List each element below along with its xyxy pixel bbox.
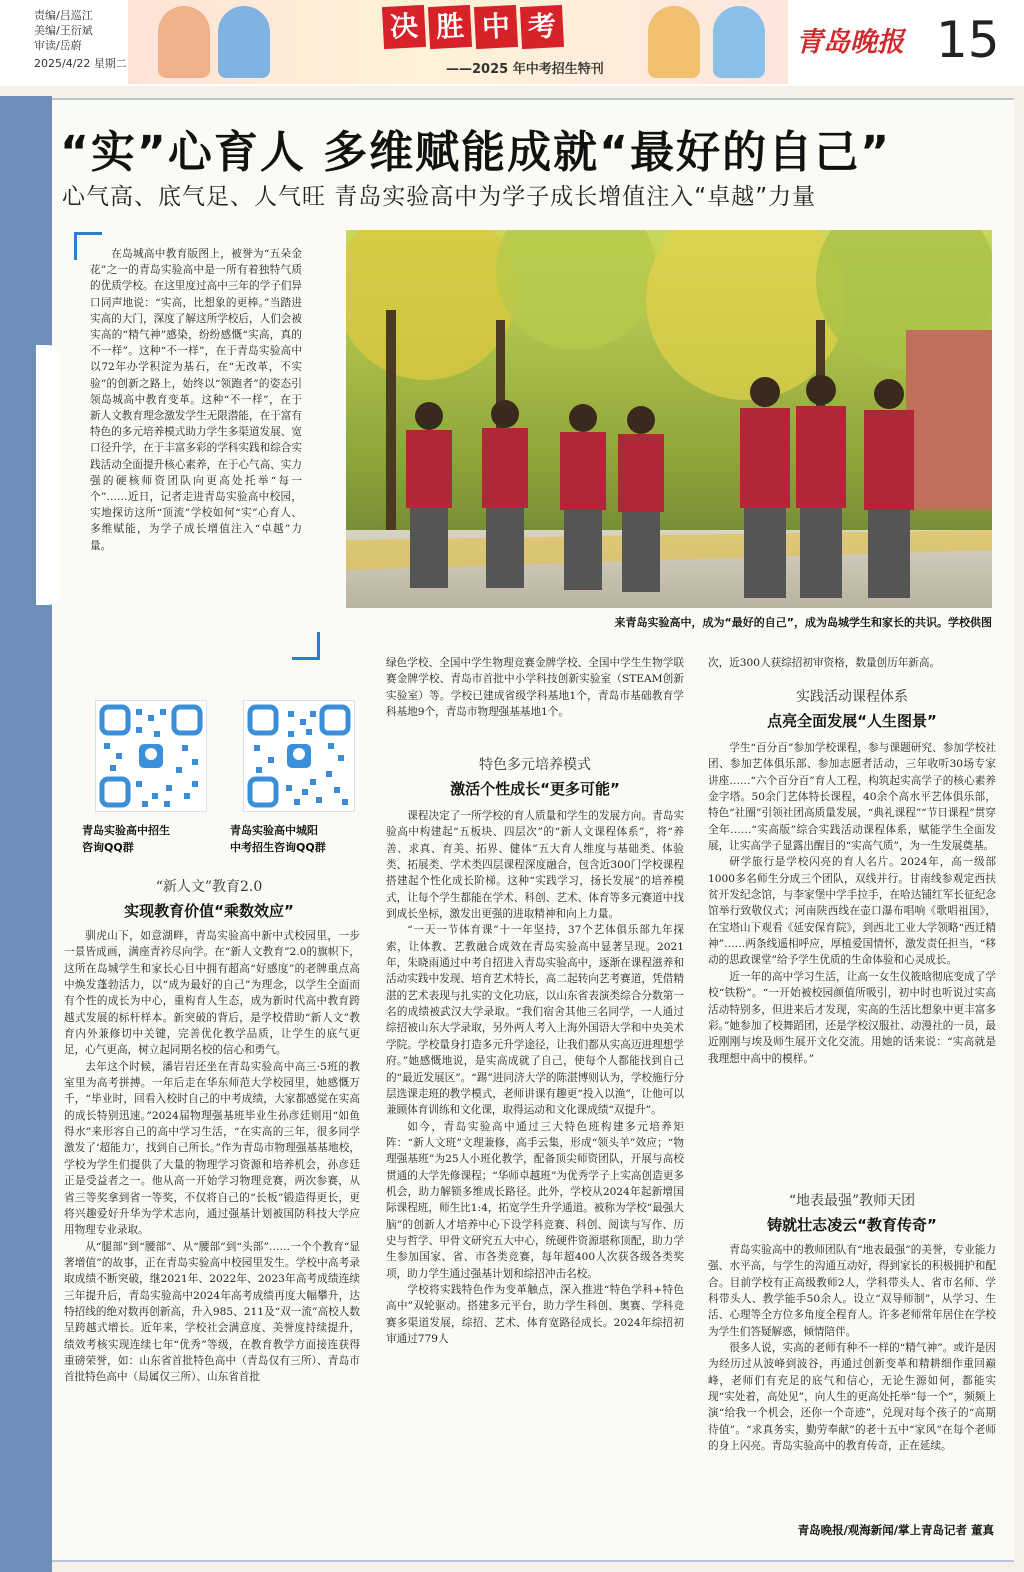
banner-illustration [648, 6, 700, 78]
paragraph-continued: 绿色学校、全国中学生物理竞赛金牌学校、全国中学生生物学联赛金牌学校、青岛市首批中小学科技创新实验室（STEAM创新实验室）等。学校已建成省级学科基地1个，青岛市基础教育学科基地9个，青岛市物理强基基地1个。 [386, 657, 684, 719]
qr-code-pattern [244, 701, 354, 811]
section-heading [708, 1190, 996, 1235]
banner-title-char: 中 [474, 5, 518, 49]
qr-code-icon[interactable] [95, 700, 207, 812]
qr-label [76, 822, 226, 856]
paragraph: 近一年的高中学习生活，让高一女生仪筱晗彻底变成了学校“铁粉”。“一开始被校园颜值所吸引，初中时也听说过实高活动特别多，但进来后才发现，实高的生活比想象中更丰富多彩。”她参加了校舞蹈团，还是学校汉服社、动漫社的一员，最近刚刚与埃及师生展开文化交流。用她的话来说：“实高就是我理想中高中的模样。” [708, 970, 996, 1065]
meta-line: 美编/王衍斌 [34, 24, 93, 37]
section-heading-line2: 激活个性成长“更多可能” [450, 780, 620, 798]
section-heading-line2: 铸就壮志凌云“教育传奇” [767, 1216, 937, 1234]
section-heading [708, 686, 996, 731]
qr-code-block [224, 700, 374, 856]
paragraph: 从“腿部”到“腰部”、从“腰部”到“头部”……一个个教育“显著增值”的故事，正在青岛实验高中校园里发生。学校中高考录取成绩不断突破，继2021年、2022年、2023年高考成绩连续三年提升后，青岛实验高中2024年高考成绩再度大幅攀升，达特招线的绝对数再创新高，升入985、211及“双一流”高校人数呈跨越式增长。近年来，学校社会满意度、美誉度持续提升，绩效考核实现连续七年“优秀”等级，在教育教学方面接连获得重磅荣誉，如：山东省首批特色高中（青岛仅有三所）、青岛市首批特色高中（局属仅三所）、山东省首批 [64, 1240, 360, 1384]
qr-label [224, 822, 374, 856]
section-heading-line1: 特色多元培养模式 [479, 757, 591, 773]
special-banner [128, 0, 788, 84]
qr-label-line: 咨询QQ群 [82, 841, 134, 854]
section-heading [386, 754, 684, 799]
headline: “实”心育人 多维赋能成就“最好的自己” [60, 127, 891, 178]
section-heading [64, 876, 354, 921]
paragraph: 驯虎山下，如意湖畔，青岛实验高中新中式校园里，一步一景皆成画，满座青衿尽向学。在“新人文教育”2.0的旗帜下，这所在岛城学生和家长心目中拥有超高“好感度”的老牌重点高中焕发蓬勃活力，以“成为最好的自己”为理念，以学生全面而有个性的成长为中心，重构育人生态，成为新时代高中教育跨越式发展的标杆样本。新突破的背后，是学校借助“新人文”教育内外兼修切中关键，完善优化教学品质，让学生的底气更足，心气更高，树立起同期名校的信心和勇气。 [64, 930, 360, 1057]
meta-line: 审读/岳蔚 [34, 39, 82, 52]
section-heading-line2: 实现教育价值“乘数效应” [124, 902, 294, 920]
paragraph: “一天一节体育课”十一年坚持，37个艺体俱乐部九年探索，让体教、艺教融合成效在青岛实验高中显著呈现。2021年，朱晓雨通过中考自招进入青岛实验高中，逐渐在课程滋养和活动实践中发现、培育艺术特长，高二起转向艺考赛道，凭借精湛的艺术表现与扎实的文化功底，以山东省表演类综合分数第一名的成绩被武汉大学录取。“我们宿舍其他三名同学，一人通过综招被山东大学录取，另外两人考入上海外国语大学和中央美术学院。学校量身打造多元升学途径，让我们都从实高迈进理想学府。”她感慨地说，是实高成就了自己，使每个人都能找到自己的“最近发展区”。“踢”进同济大学的陈湛博则认为，学校施行分层选课走班的教学模式，老师讲课有趣更“投入以渔”，让他可以兼顾体育训练和文化课，取得运动和文化课成绩“双提升”。 [386, 924, 684, 1117]
banner-illustration [713, 6, 765, 78]
article-column [386, 808, 684, 1542]
masthead [0, 0, 1024, 86]
article-column [64, 928, 360, 1542]
paragraph: 如今，青岛实验高中通过三大特色班构建多元培养矩阵：“新人文班”文理兼修，高手云集，形成“领头羊”效应；“物理强基班”为25人小班化教学，配备顶尖师资团队，开展与高校贯通的大学先修课程；“华师卓越班”为优秀学子上实高创造更多机会，助力解锁多维成长路径。此外，学校从2024年起新增国际课程班，师生比1:4，拓宽学生升学通道。被称为学校“最强大脑”的创新人才培养中心下设学科竞赛、科创、阅读与写作、历史与哲学、甲骨文研究五大中心，统硬件资源堪称顶配，助力学生参加国家、省、市各类竞赛，每年超400人次获各级各类奖项，助力学生通过强基计划和综招冲击名校。 [386, 1120, 684, 1280]
paragraph: 青岛实验高中的教师团队有“地表最强”的美誉，专业能力强、水平高，与学生的沟通互动好，得到家长的积极拥护和配合。目前学校有正高级教师2人，学科带头人、省市名师、学科带头人、教学能手50余人。设立“双导师制”，从学习、生活、心理等全方位多角度全程育人。许多老师常年居住在学校为学生们答疑解惑，倾情陪伴。 [708, 1244, 996, 1338]
qr-label-line: 中考招生咨询QQ群 [230, 841, 326, 854]
article-column [708, 740, 996, 1180]
section-heading-line1: “新人文”教育2.0 [155, 879, 263, 895]
side-tab [36, 345, 60, 605]
editor-meta [34, 8, 127, 71]
paragraph: 学生“百分百”参加学校课程，参与课题研究、参加学校社团、参加艺体俱乐部、参加志愿者活动，三年收听30场专家讲座……“六个百分百”育人工程，构筑起实高学子的核心素养金字塔。50余门艺体特长课程，40余个高水平艺体俱乐部，特色“社圈”引领社团高质量发展，“典礼课程”“节日课程”贯穿全年……“实高版”综合实践活动课程体系，赋能学生全面发展，让实高学子显露出醒目的“实高气质”，为一生发展奠基。 [708, 742, 996, 853]
section-heading-line1: 实践活动课程体系 [796, 689, 908, 705]
qr-label-line: 青岛实验高中城阳 [230, 824, 318, 837]
newspaper-logo: 青岛晚报 [796, 27, 904, 58]
side-stripe [0, 96, 52, 1572]
banner-title-char: 考 [520, 5, 564, 49]
section-heading-line1: “地表最强”教师天团 [788, 1193, 916, 1209]
banner-title-char: 胜 [428, 5, 472, 49]
banner-illustration [158, 6, 210, 78]
article-column [386, 655, 684, 741]
meta-date: 2025/4/22 星期二 [34, 57, 127, 70]
subheadline: 心气高、底气足、人气旺 青岛实验高中为学子成长增值注入“卓越”力量 [62, 184, 817, 210]
byline: 青岛晚报/观海新闻/掌上青岛记者 董真 [797, 1523, 994, 1537]
campus-photo [346, 230, 992, 608]
banner-title [383, 6, 563, 48]
banner-illustration [218, 6, 270, 78]
qr-code-block [76, 700, 226, 856]
section-heading-line2: 点亮全面发展“人生图景” [767, 712, 937, 730]
qr-code-icon[interactable] [243, 700, 355, 812]
paragraph: 课程决定了一所学校的育人质量和学生的发展方向。青岛实验高中构建起“五板块、四层次”的“新人文课程体系”，将“养善、求真、育美、拓界、健体”五大育人维度与基础类、体验类、拓展类、学术类四层课程深度融合，包含近300门学校课程搭建起个性化成长阶梯。这种“实践学习，扬长发展”的培养模式，让每个学生都能在学术、科创、艺术、体育等多元赛道中找到成长坐标，激发出更强的进取精神和向上力量。 [386, 810, 684, 921]
paragraph: 学校将实践特色作为变革触点，深入推进“特色学科+特色高中”双轮驱动。搭建多元平台，助力学生科创、奥赛、学科竞赛多渠道发展，综招、艺术、体育宽路径成长。2024年综招初审通过779人 [386, 1283, 684, 1345]
qr-code-pattern [96, 701, 206, 811]
campus-photo-illustration [346, 230, 992, 608]
intro-text: 在岛城高中教育版图上，被誉为“五朵金花”之一的青岛实验高中是一所有着独特气质的优质学校。在这里度过高中三年的学子们异口同声地说：“实高，比想象的更棒。”当踏进实高的大门，深度了解这所学校后，人们会被实高的“精气神”感染，纷纷感慨“实高，真的不一样”。这种“不一样”，在于青岛实验高中以72年办学积淀为基石，在“无改革，不实验”的创新之路上，始终以“领跑者”的姿态引领岛城高中教育变革。这种“不一样”，在于新人文教育理念激发学生无限潜能，在于富有特色的多元培养模式助力学生多渠道发展、宽口径升学，在于丰富多彩的学科实践和综合实践活动全面提升核心素养，在于心气高、实力强的硬核师资团队向更高处托举“每一个”……近日，记者走进青岛实验高中校园，实地探访这所“顶流”学校如何“实”心育人、多维赋能，为学子成长增值注入“卓越”力量。 [90, 248, 302, 552]
meta-line: 责编/吕巡江 [34, 9, 93, 22]
page-number: 15 [936, 11, 1000, 69]
article-column [708, 655, 996, 675]
article-column [708, 1242, 996, 1516]
paragraph: 去年这个时候，潘岩岩还坐在青岛实验高中高三·5班的教室里为高考拼搏。一年后走在华东师范大学校园里，她感慨万千，“毕业时，回看入校时自己的中考成绩，大家都感觉在实高的成长特别迅速。”2024届物理强基班毕业生孙彦廷则用“如鱼得水”来形容自己的高中学习生活，“在实高的三年，很多同学激发了‘超能力’，找到自己所长。”作为青岛市物理强基基地校，学校为学生们提供了大量的物理学习资源和培养机会，孙彦廷正是受益者之一。他从高一开始学习物理竞赛，两次参赛，从省三等奖拿到省一等奖，不仅将自己的“长板”锻造得更长，更将兴趣爱好升华为学术志向，通过强基计划被国防科技大学应用物理专业录取。 [64, 1060, 360, 1237]
bottom-rule [52, 1560, 1014, 1562]
banner-subtitle: ——2025 年中考招生特刊 [446, 62, 604, 77]
banner-title-char: 决 [382, 5, 426, 49]
paragraph: 研学旅行是学校闪亮的育人名片。2024年，高一级部1000多名师生分成三个团队，双线并行。甘南线参观定西扶贫开发纪念馆，与李家堡中学手拉手，在哈达铺红军长征纪念馆举行致敬仪式；河南陕西线在壶口瀑布唱响《歌唱祖国》，在宝塔山下观看《延安保育院》，到西北工业大学领略“西迁精神”……两条线遥相呼应，厚植爱国情怀，激发责任担当，“移动的思政课堂”给予学生优质的生命体验和心灵成长。 [708, 856, 996, 967]
intro-box [74, 232, 320, 660]
qr-label-line: 青岛实验高中招生 [82, 824, 170, 837]
photo-caption: 来青岛实验高中，成为“最好的自己”，成为岛城学生和家长的共识。学校供图 [614, 616, 992, 629]
paragraph-continued: 次，近300人获综招初审资格，数量创历年新高。 [708, 657, 941, 669]
paragraph: 很多人说，实高的老师有种不一样的“精气神”。或许是因为经历过从波峰到波谷，再通过创新变革和精耕细作重回巅峰，老师们有充足的底气和信心，无论生源如何，都能实现“实处着，高处见”，向人生的更高处托举“每一个”，频频上演“给我一个机会，还你一个奇迹”，兑现对每个孩子的“高期待值”。“求真务实，勤劳奉献”的老十五中“家风”在每个老师的身上闪亮。青岛实验高中的教育传奇，正在延续。 [708, 1342, 996, 1453]
